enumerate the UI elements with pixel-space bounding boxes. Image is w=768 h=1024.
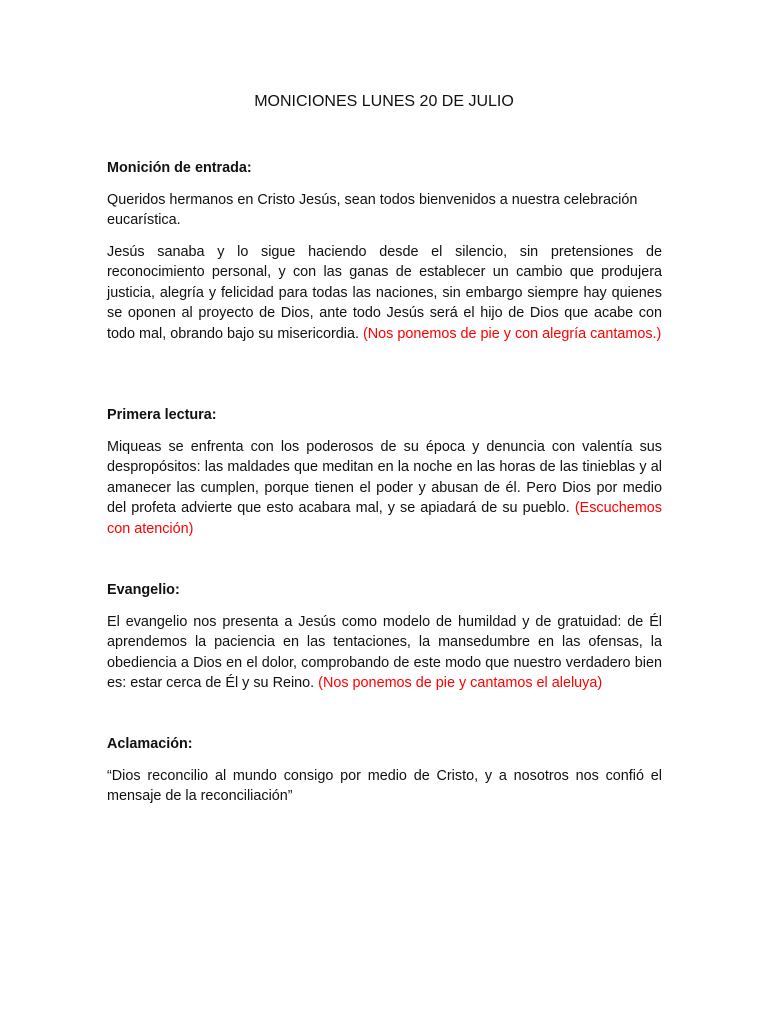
paragraph <box>107 242 662 345</box>
document-title: MONICIONES LUNES 20 DE JULIO <box>254 93 514 110</box>
paragraph <box>107 190 662 231</box>
liturgical-note: (Nos ponemos de pie y cantamos el aleluya) <box>318 675 603 691</box>
paragraph <box>107 766 662 807</box>
section-monicion-entrada <box>107 158 662 344</box>
section-heading: Aclamación: <box>107 736 193 752</box>
paragraph-text: Queridos hermanos en Cristo Jesús, sean todos bienvenidos a nuestra celebración eucarística. <box>107 191 638 228</box>
section-evangelio <box>107 580 662 694</box>
paragraph <box>107 437 662 540</box>
section-heading: Monición de entrada: <box>107 160 252 176</box>
section-heading: Evangelio: <box>107 582 180 598</box>
section-primera-lectura <box>107 405 662 539</box>
section-heading: Primera lectura: <box>107 407 217 423</box>
paragraph <box>107 612 662 694</box>
paragraph-text: “Dios reconcilio al mundo consigo por medio de Cristo, y a nosotros nos confió el mensaje de la reconciliación” <box>107 767 662 804</box>
liturgical-note: (Escuchemos con atención) <box>107 500 662 537</box>
paragraph-text: El evangelio nos presenta a Jesús como modelo de humildad y de gratuidad: de Él aprendemos la paciencia en las tentaciones, la mansedumbre en las ofensas, la obediencia a Dios en el dolor, comprobando de este modo que nuestro verdadero bien es: estar cerca de Él y su Reino. <box>107 613 662 691</box>
paragraph-text: Miqueas se enfrenta con los poderosos de su época y denuncia con valentía sus despropósitos: las maldades que meditan en la noche en las horas de las tinieblas y al amanecer las cumplen, porque tienen el poder y abusan de él. Pero Dios por medio del profeta advierte que esto acabara mal, y se apiadará de su pueblo. <box>107 438 662 516</box>
liturgical-note: (Nos ponemos de pie y con alegría cantamos.) <box>362 325 662 342</box>
section-aclamacion <box>107 734 662 807</box>
paragraph-text: Jesús sanaba y lo sigue haciendo desde el silencio, sin pretensiones de reconocimiento personal, y con las ganas de establecer un cambio que produjera justicia, alegría y felicidad para todas las naciones, sin embargo siempre hay quienes se oponen al proyecto de Dios, ante todo Jesús será el hijo de Dios que acabe con todo mal, obrando bajo su misericordia. <box>107 243 662 342</box>
